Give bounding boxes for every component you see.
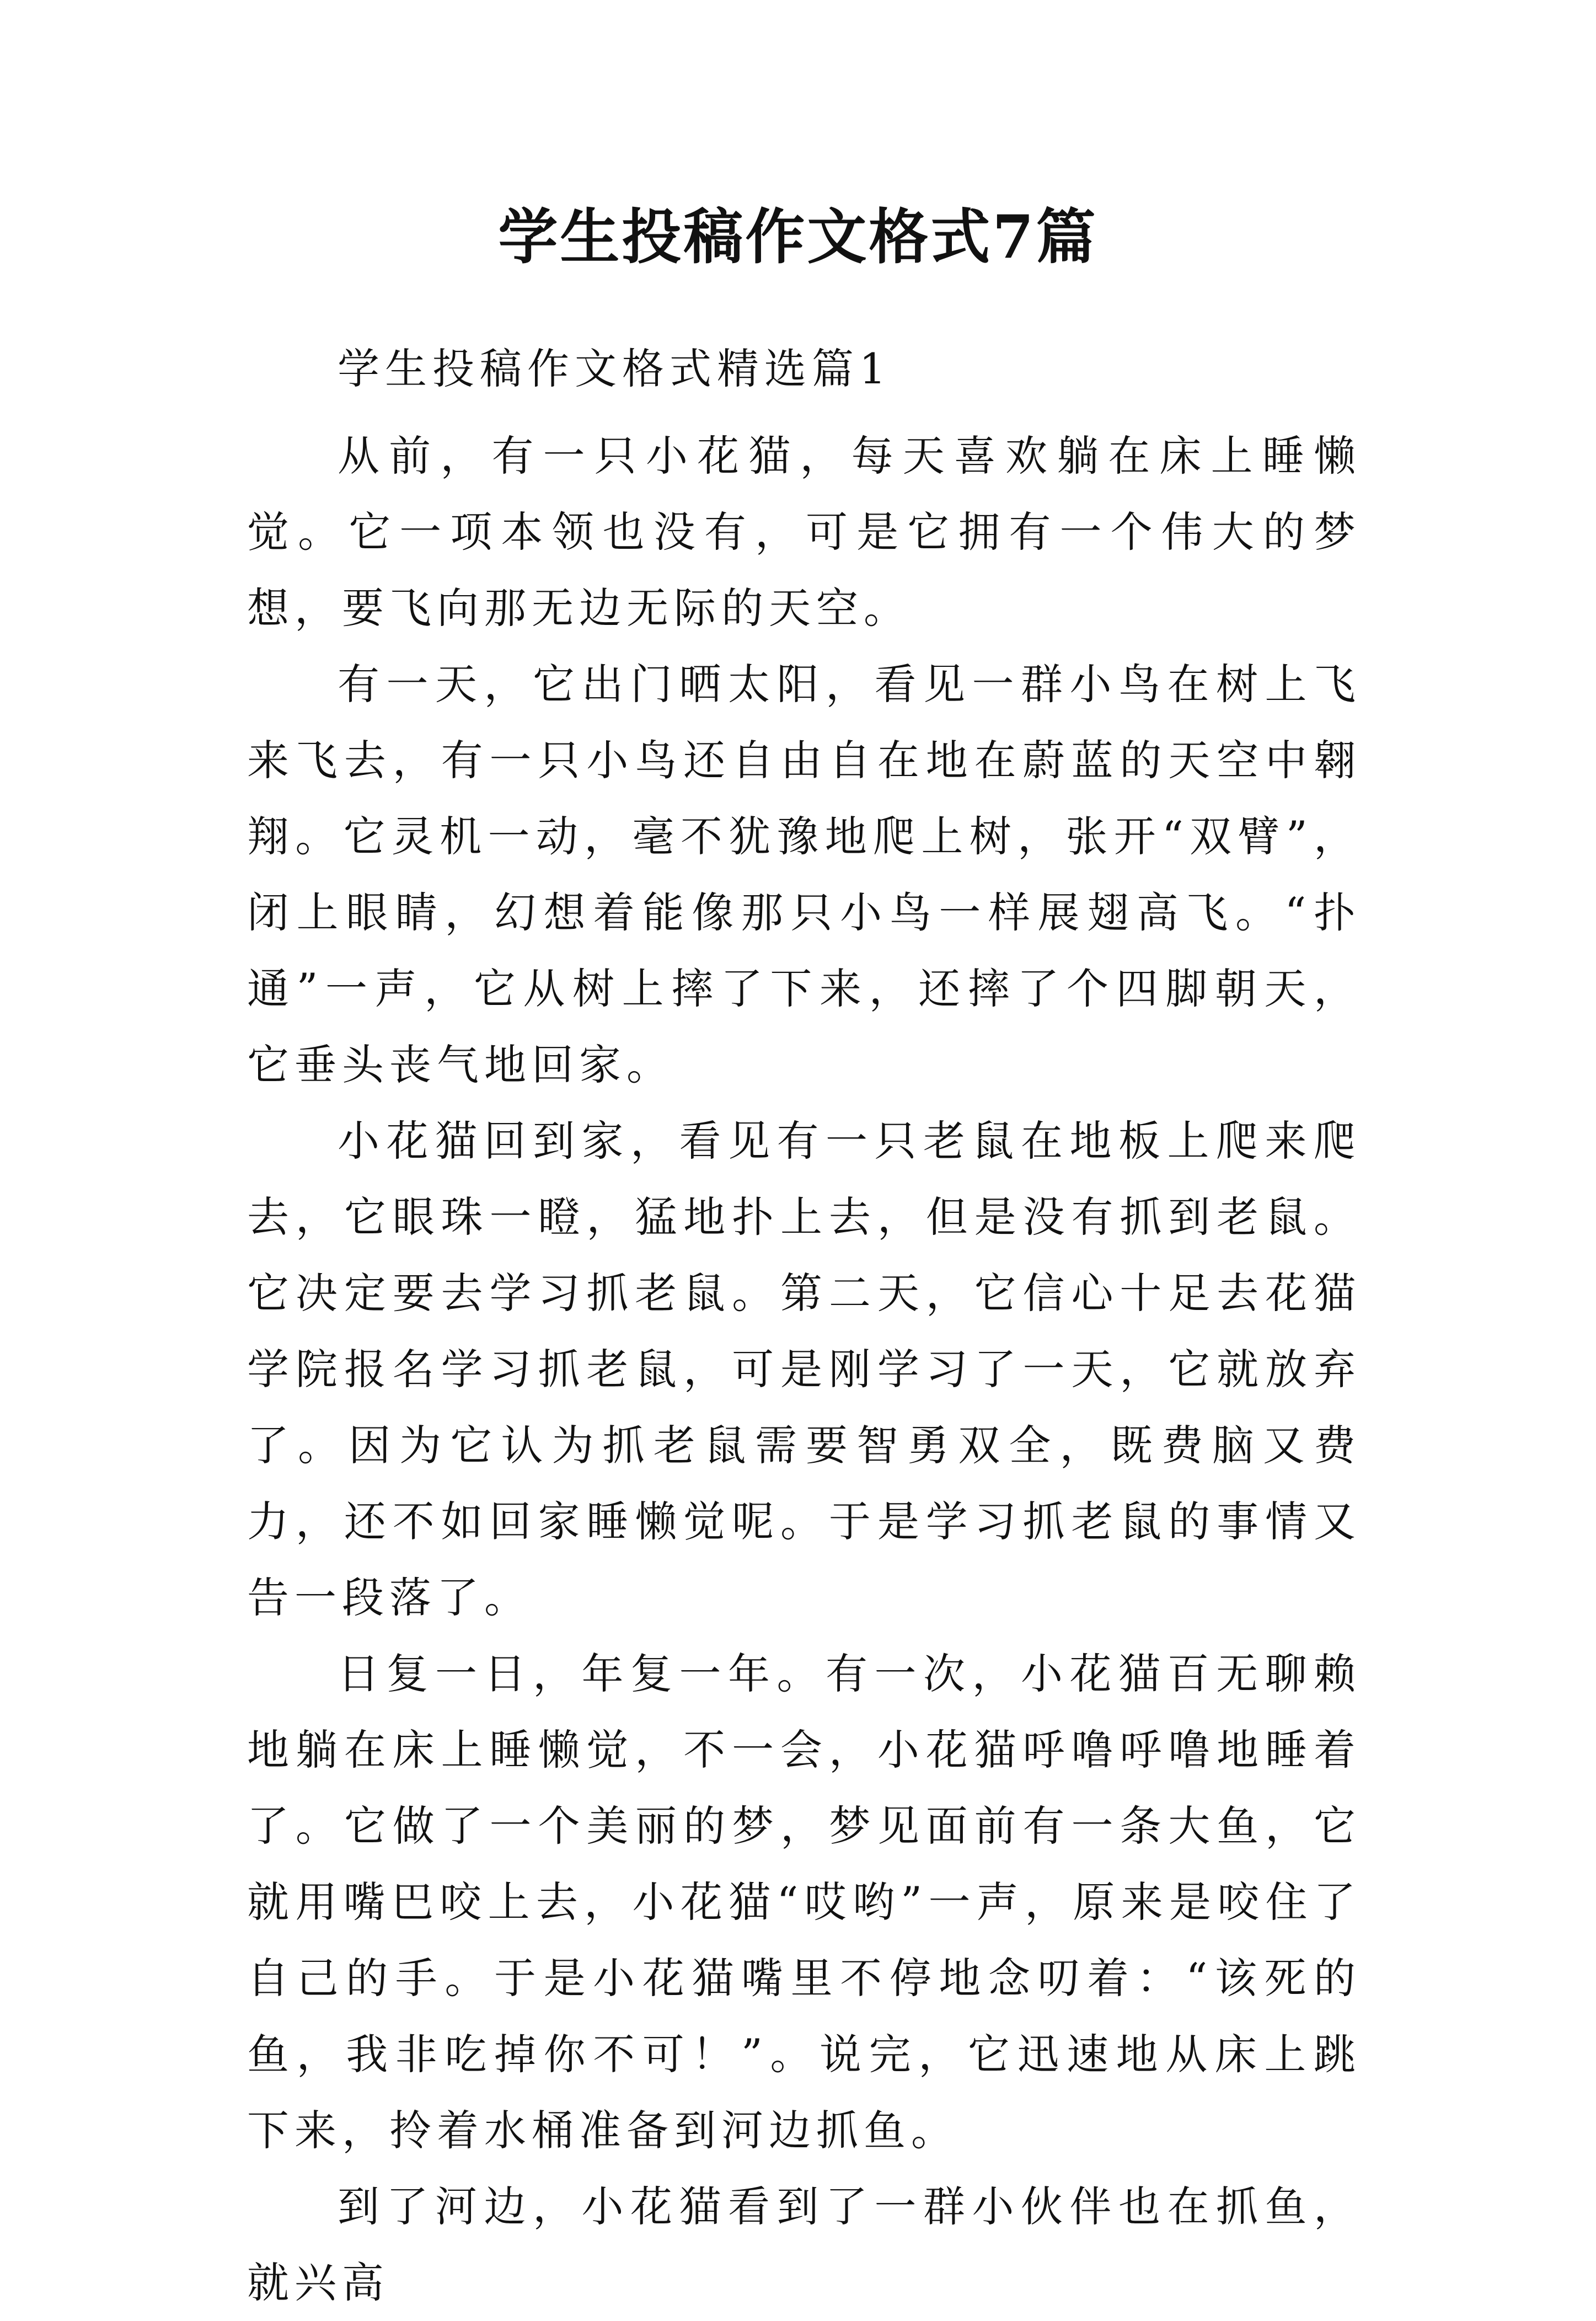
paragraph-3: 小花猫回到家，看见有一只老鼠在地板上爬来爬去，它眼珠一瞪，猛地扑上去，但是没有抓到老鼠。它决定要去学习抓老鼠。第二天，它信心十足去花猫学院报名学习抓老鼠，可是刚学习了一天，它就放弃了。因为它认为抓老鼠需要智勇双全，既费脑又费力，还不如回家睡懒觉呢。于是学习抓老鼠的事情又告一段落了。 <box>247 1116 1361 1622</box>
section-heading: 学生投稿作文格式精选篇1 <box>338 344 892 393</box>
paragraph-4: 日复一日，年复一年。有一次，小花猫百无聊赖地躺在床上睡懒觉，不一会，小花猫呼噜呼噜地睡着了。它做了一个美丽的梦，梦见面前有一条大鱼，它就用嘴巴咬上去，小花猫“哎哟”一声，原来是咬住了自己的手。于是小花猫嘴里不停地念叨着：“该死的鱼，我非吃掉你不可！”。说完，它迅速地从床上跳下来，拎着水桶准备到河边抓鱼。 <box>247 1649 1361 2155</box>
paragraph-5: 到了河边，小花猫看到了一群小伙伴也在抓鱼，就兴高 <box>247 2182 1361 2307</box>
document-body <box>247 331 1361 2321</box>
document-title: 学生投稿作文格式7篇 <box>498 202 1098 272</box>
paragraph-2: 有一天，它出门晒太阳，看见一群小鸟在树上飞来飞去，有一只小鸟还自由自在地在蔚蓝的天空中翱翔。它灵机一动，毫不犹豫地爬上树，张开“双臂”，闭上眼睛，幻想着能像那只小鸟一样展翅高飞。“扑通”一声，它从树上摔了下来，还摔了个四脚朝天，它垂头丧气地回家。 <box>247 660 1361 1089</box>
paragraph-1: 从前，有一只小花猫，每天喜欢躺在床上睡懒觉。它一项本领也没有，可是它拥有一个伟大的梦想，要飞向那无边无际的天空。 <box>247 431 1361 633</box>
